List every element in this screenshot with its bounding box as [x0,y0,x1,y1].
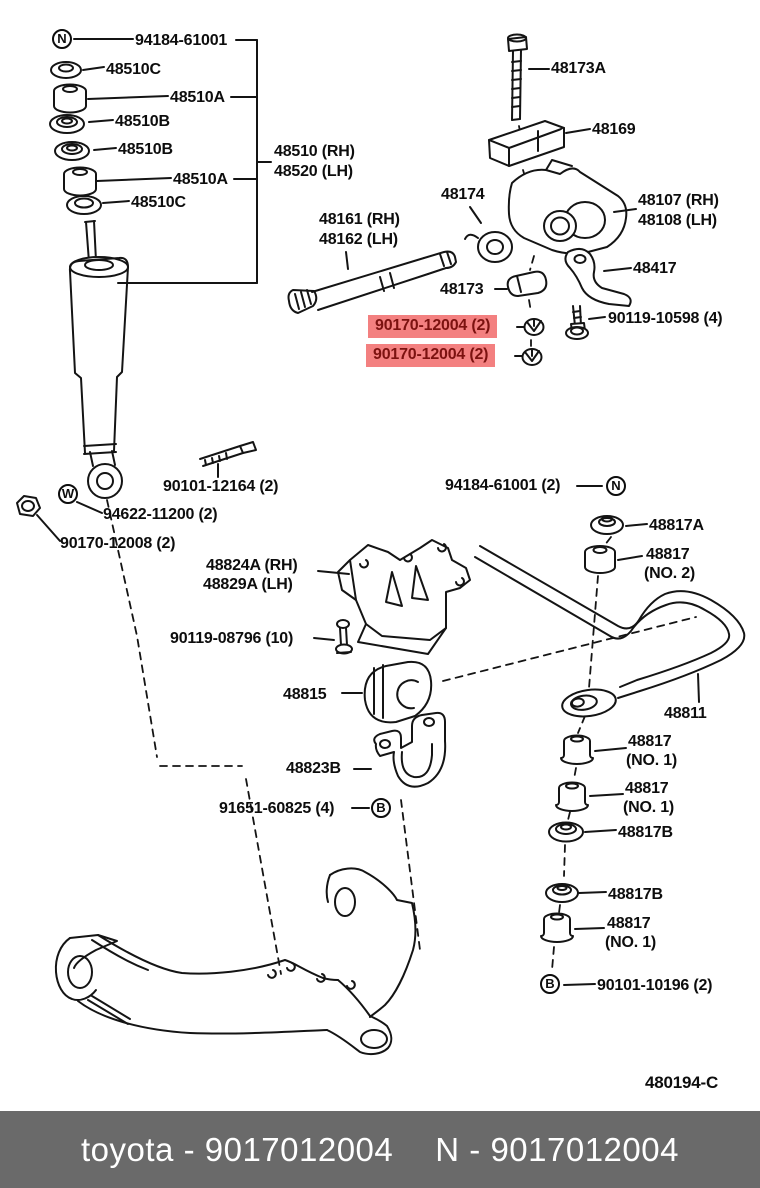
label-48510a-2[interactable]: 48510A [173,171,228,188]
badge-w: W [58,484,78,504]
label-48510b-1[interactable]: 48510B [115,113,170,130]
label-48108-lh[interactable]: 48108 (LH) [638,212,717,229]
stabilizer-bracket-48824a-drawing [314,540,470,654]
spring-mount-48107-drawing [509,160,636,254]
label-48173[interactable]: 48173 [440,281,484,298]
label-48510c-1[interactable]: 48510C [106,61,161,78]
label-48817-no2[interactable]: 48817 [646,546,690,563]
badge-n-top: N [52,29,72,49]
label-48174[interactable]: 48174 [441,186,485,203]
label-48817-no1-a[interactable]: 48817 [628,733,672,750]
shock-absorber-drawing [70,221,128,498]
label-48817-no1-c[interactable]: 48817 [607,915,651,932]
lower-control-arm-drawing [56,868,416,1054]
label-48169[interactable]: 48169 [592,121,636,138]
badge-b-bottom: B [540,974,560,994]
label-48417[interactable]: 48417 [633,260,677,277]
badge-n-mid: N [606,476,626,496]
label-48817a[interactable]: 48817A [649,517,704,534]
label-90101-12164[interactable]: 90101-12164 (2) [163,478,279,495]
label-48817-no1-b-qualifier: (NO. 1) [623,799,675,816]
label-48811[interactable]: 48811 [664,705,707,722]
spring-bumper-48169-drawing [489,121,590,166]
label-48173a[interactable]: 48173A [551,60,606,77]
footer-part-number-right: N - 9017012004 [435,1130,679,1168]
label-48510-rh[interactable]: 48510 (RH) [274,143,355,160]
label-94184-61001-2[interactable]: 94184-61001 (2) [445,477,561,494]
label-48510b-2[interactable]: 48510B [118,141,173,158]
label-48824a-rh[interactable]: 48824A (RH) [206,557,298,574]
stabilizer-clamp-48823b-drawing [352,713,445,808]
label-48817-no1-c-qualifier: (NO. 1) [605,934,657,951]
label-94622-11200[interactable]: 94622-11200 (2) [103,506,218,523]
label-48107-rh[interactable]: 48107 (RH) [638,192,719,209]
label-48817-no1-b[interactable]: 48817 [625,780,669,797]
label-48815[interactable]: 48815 [283,686,327,703]
badge-b-mid: B [371,798,391,818]
highlighted-nuts-drawing [515,319,544,365]
footer-part-number-left: toyota - 9017012004 [81,1130,394,1168]
label-90101-10196[interactable]: 90101-10196 (2) [597,977,713,994]
label-90119-10598[interactable]: 90119-10598 (4) [608,310,723,327]
label-48817-no1-a-qualifier: (NO. 1) [626,752,678,769]
label-90170-12004-highlight-2[interactable]: 90170-12004 (2) [366,344,495,367]
label-48817b-1[interactable]: 48817B [618,824,673,841]
footer-bar [0,1111,760,1188]
bolt-90119-10598-drawing [566,306,605,339]
label-48162-lh[interactable]: 48162 (LH) [319,231,398,248]
label-48829a-lh[interactable]: 48829A (LH) [203,576,293,593]
label-90119-08796[interactable]: 90119-08796 (10) [170,630,294,647]
shock-cushion-parts-drawing [50,62,101,214]
label-48510a-1[interactable]: 48510A [170,89,225,106]
label-48823b[interactable]: 48823B [286,760,341,777]
shock-stack-bracket-lines [74,39,271,283]
label-91651-60825[interactable]: 91651-60825 (4) [219,800,335,817]
label-48817b-2[interactable]: 48817B [608,886,663,903]
bracket-bolt-48173a-drawing [508,35,549,121]
figure-code: 480194-C [645,1073,719,1092]
label-48520-lh[interactable]: 48520 (LH) [274,163,353,180]
label-90170-12004-highlight-1[interactable]: 90170-12004 (2) [368,315,497,338]
label-94184-61001[interactable]: 94184-61001 [135,32,228,49]
label-48161-rh[interactable]: 48161 (RH) [319,211,400,228]
cushion-48173-drawing [495,272,546,296]
stabilizer-bush-48815-drawing [342,662,431,722]
label-48817-no2-qualifier: (NO. 2) [644,565,696,582]
stabilizer-cushion-upper-drawing [577,486,647,573]
label-48510c-2[interactable]: 48510C [131,194,186,211]
stay-bracket-48417-drawing [565,249,631,306]
label-90170-12008[interactable]: 90170-12008 (2) [60,535,176,552]
